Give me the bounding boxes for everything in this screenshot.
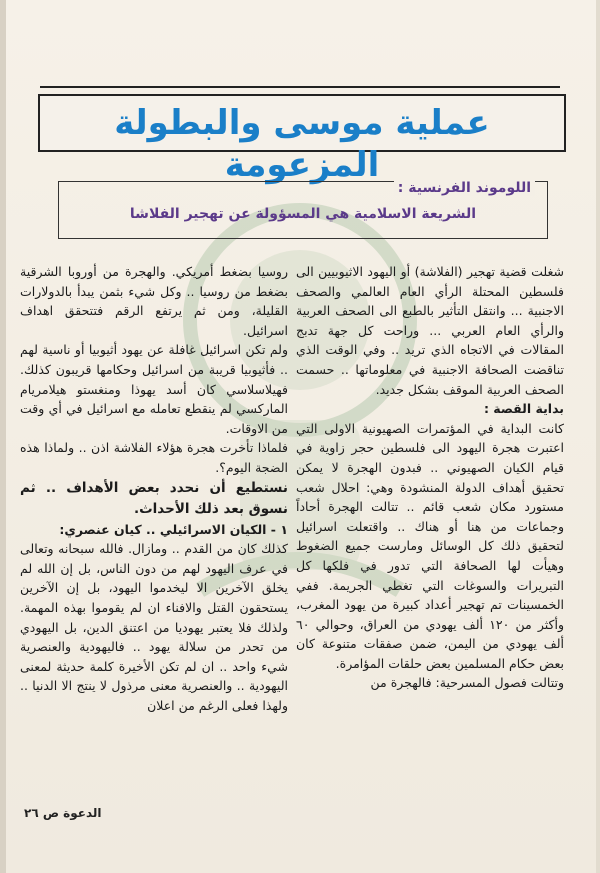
top-rule bbox=[40, 86, 560, 88]
paragraph: وتتالت فصول المسرحية: فالهجرة من bbox=[370, 675, 564, 691]
subhead-box bbox=[58, 181, 548, 239]
paragraph: ولم تكن اسرائيل غافلة عن يهود أثيوبيا أو ناسية لهم .. فأثيوبيا قريبة من اسرائيل وحكامها قريبون كذلك. فهيلاسلاسي كان أسد يهوذا ومنغستو هيلامريام الماركسي لم ينقطع تعامله مع اسرائيل في أي وقت من الاوقات. bbox=[20, 342, 288, 436]
emphasis-paragraph: نستطيع أن نحدد بعض الأهداف .. ثم نسوق بعد ذلك الأحداث. bbox=[20, 479, 288, 517]
paragraph: كذلك كان من القدم .. ومازال. فالله سبحانه وتعالى في عرف اليهود لهم من دون الناس، بل إن الله لم يخلق الآخرين الا ليخدموا اليهود، بل إن الآخرين يستحقون القتل والافناء ان لم يقوموا بهذه المهمة. ولذلك فلا يعتبر يهوديا من اعتنق الدين، بل اليهودي من تحدر من سلالة يهود .. فاليهودية والعنصرية شيء واحد .. ان لم تكن الأخيرة كلمة حديثة لمعنى اليهودية .. والعنصرية معنى مرذول لا ينتج الا الدنيا .. ولهذا فعلى الرغم من اعلان bbox=[20, 541, 288, 713]
page-footer bbox=[24, 806, 114, 820]
article-title: عملية موسى والبطولة المزعومة bbox=[114, 103, 490, 185]
footer-page-number: ص ٢٦ bbox=[24, 806, 59, 820]
section-heading: بداية القصة : bbox=[483, 401, 564, 417]
footer-magazine-name: الدعوة bbox=[63, 806, 102, 820]
text-column-right bbox=[296, 262, 564, 693]
paragraph: فلماذا تأخرت هجرة هؤلاء الفلاشة اذن .. ولماذا هذه الضجة اليوم؟. bbox=[20, 440, 288, 475]
title-box bbox=[38, 94, 566, 185]
paragraph: كانت البداية في المؤتمرات الصهيونية الاولى التي اعتبرت هجرة اليهود الى فلسطين حجر زاوية في قيام الكيان الصهيوني .. فبدون الهجرة لا يمكن تحقيق أهداف الدولة المنشودة وهي: احلال شعب مستورد مكان شعب قائم .. تتالت الهجرة أحاداً وجماعات من هنا أو هناك .. واقتعلت اسرائيل لتحقيق ذلك كل الوسائل ومارست جميع الضغوط وهيأت لها الصحافة التي تدور في فلكها كل التبريرات والسوغات التي تغطي الجريمة. ففي الخمسينات تم تهجير أعداد كبيرة من يهود المغرب، وأكثر من ١٢٠ ألف يهودي من العراق، وحوالي ٦٠ ألف يهودي من اليمن، ضمن صفقات متنوعة كان بعض حكام المسلمين بعض حلقات المؤامرة. bbox=[296, 420, 564, 671]
page-edge-left bbox=[0, 0, 6, 873]
subhead-speaker: اللوموند الفرنسية : bbox=[394, 180, 535, 196]
subhead-quote: الشريعة الاسلامية هي المسؤولة عن تهجير الفلاشا bbox=[129, 206, 477, 222]
page-edge-right bbox=[596, 0, 600, 873]
paragraph: شغلت قضية تهجير (الفلاشة) أو اليهود الاثيوبيين الى فلسطين المحتلة الرأي العام العالمي والصحف الاجنبية ... وانتقل التأثير بالطبع الى الصحف العربية والرأي العام العربي ... وراحت كل جهة تدبج المقالات في الاتجاه الذي تريد .. وفي الوقت الذي تناقضت الصحافة الاجنبية في معلوماتها .. حسمت الصحف العربية الموقف بشكل جديد. bbox=[296, 264, 564, 397]
paragraph: روسيا بضغط أمريكي. والهجرة من أوروبا الشرقية بضغط من روسيا .. وكل شيء بثمن يبدأ بالدولارات القليلة، ومن ثم يرتفع الرقم فتتحقق اهداف اسرائيل. bbox=[20, 264, 288, 338]
text-column-left bbox=[20, 262, 288, 715]
subsection-heading: ١ - الكيان الاسرائيلي .. كيان عنصري: bbox=[59, 521, 288, 537]
